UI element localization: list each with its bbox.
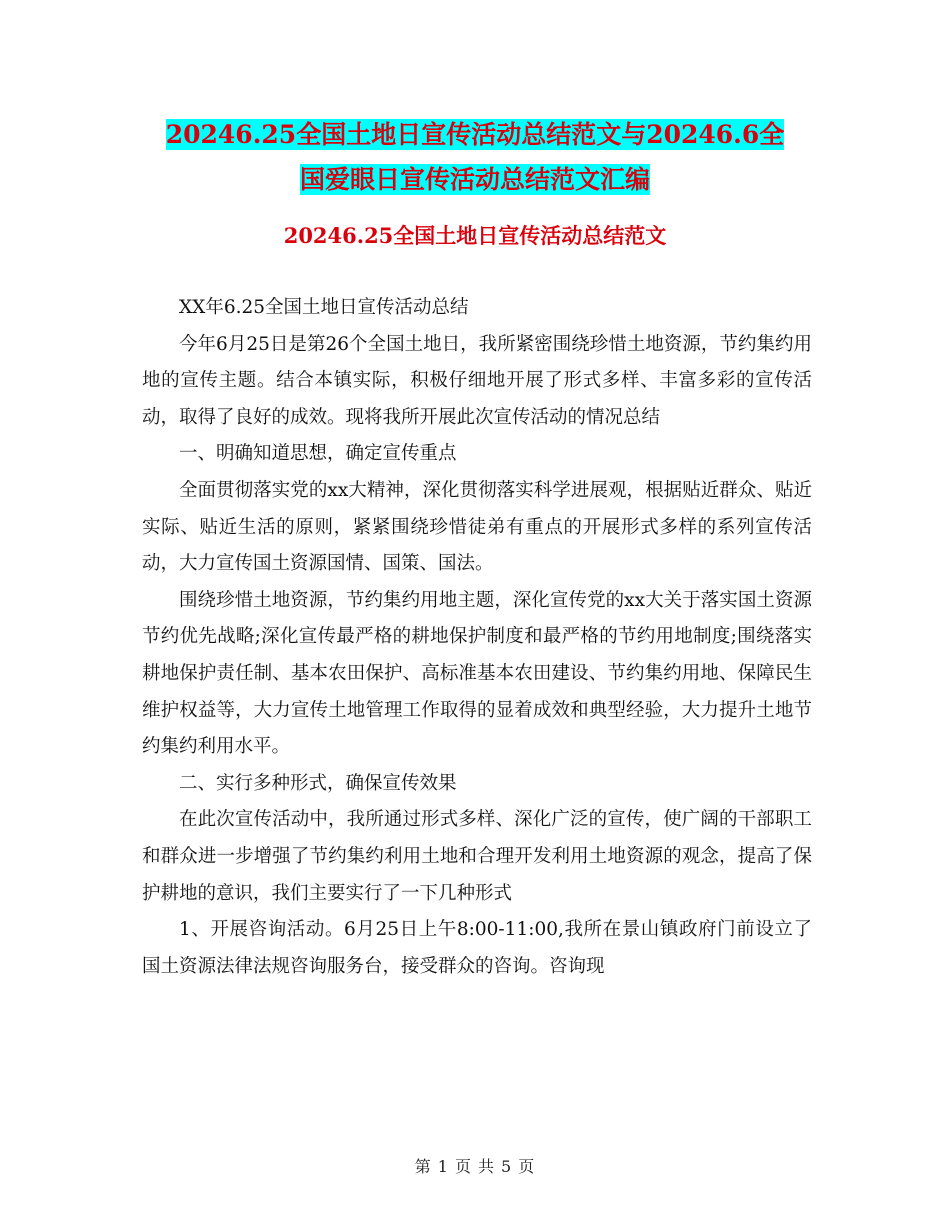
paragraph-heading: XX年6.25全国土地日宣传活动总结 [179,297,469,318]
title-line-2: 国爱眼日宣传活动总结范文汇编 [299,165,650,194]
footer-of: 共 [478,1157,496,1176]
footer-suffix: 页 [518,1157,536,1176]
paragraph: 围绕珍惜土地资源，节约集约用地主题，深化宣传党的xx大关于落实国土资源节约优先战略;深化宣传最严格的耕地保护制度和最严格的节约用地制度;围绕落实耕地保护责任制、基本农田保护、高标准基本农田建设、节约集约用地、保障民生维护权益等，大力宣传土地管理工作取得的显着成效和典型经验，大力提升土地节约集约利用水平。 [142,589,812,758]
paragraph: 全面贯彻落实党的xx大精神，深化贯彻落实科学进展观，根据贴近群众、贴近实际、贴近生活的原则，紧紧围绕珍惜徒弟有重点的开展形式多样的系列宣传活动，大力宣传国土资源国情、国策、国法。 [142,479,812,575]
paragraph-section-heading: 二、实行多种形式，确保宣传效果 [179,772,457,794]
document-body [142,290,812,985]
paragraph: 1、开展咨询活动。6月25日上午8:00-11:00,我所在景山镇政府门前设立了国土资源法律法规咨询服务台，接受群众的咨询。咨询现 [142,919,812,977]
document-title [120,112,830,202]
paragraph: 今年6月25日是第26个全国土地日，我所紧密围绕珍惜土地资源，节约集约用地的宣传主题。结合本镇实际，积极仔细地开展了形式多样、丰富多彩的宣传活动，取得了良好的成效。现将我所开展此次宣传活动的情况总结 [142,333,812,428]
footer-middle: 页 [454,1157,472,1176]
page-footer [0,1154,950,1177]
paragraph-section-heading: 一、明确知道思想，确定宣传重点 [179,443,457,465]
footer-prefix: 第 [414,1157,432,1176]
page-total: 5 [501,1157,513,1176]
title-line-1: 20246.25全国土地日宣传活动总结范文与20246.6全 [165,120,785,149]
paragraph: 在此次宣传活动中，我所通过形式多样、深化广泛的宣传，使广阔的干部职工和群众进一步增强了节约集约利用土地和合理开发利用土地资源的观念，提高了保护耕地的意识，我们主要实行了一下几种形式 [142,809,812,904]
section-title: 20246.25全国土地日宣传活动总结范文 [283,223,667,248]
page-number: 1 [437,1157,449,1176]
